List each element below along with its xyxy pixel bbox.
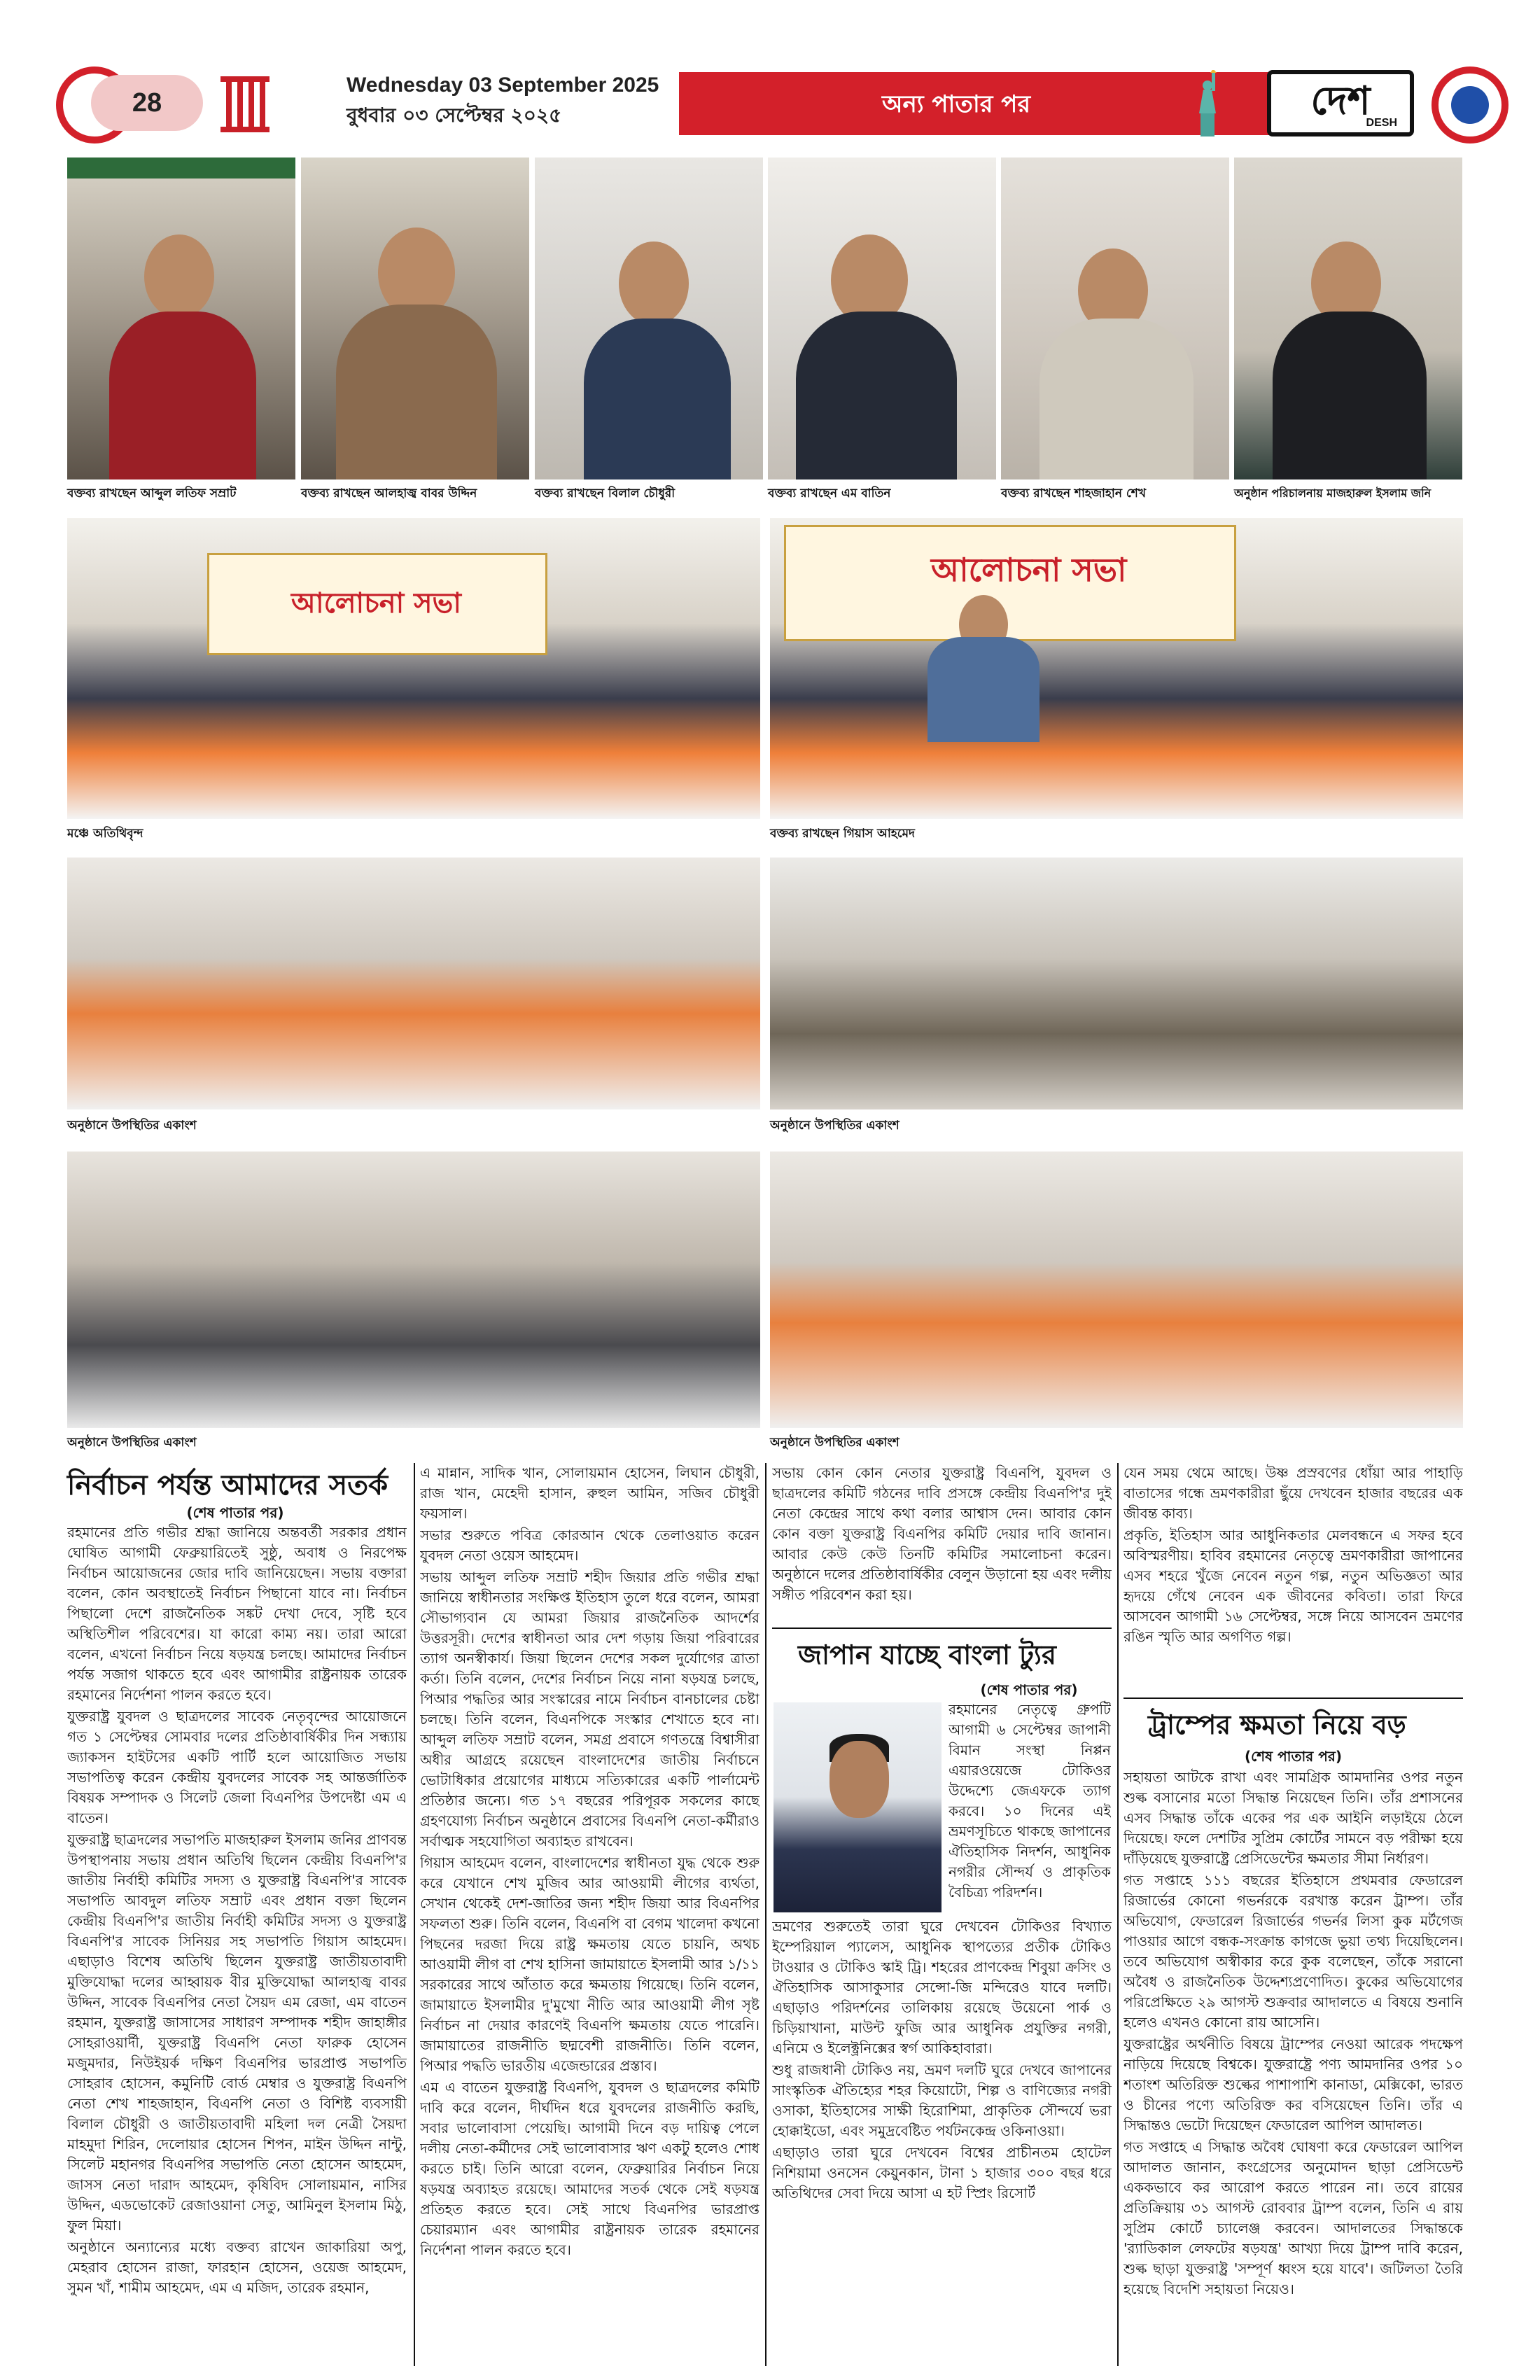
paragraph: যুক্তরাষ্ট্রের অর্থনীতি বিষয়ে ট্রাম্পের নেওয়া আরেক পদক্ষেপ নাড়িয়ে দিয়েছে বিশ্বকে। যুক্তরাষ্ট্রে পণ্য আমদানির ওপর ১০ শতাংশ অতিরিক্ত শুল্কের পাশাপাশি কানাডা, মেক্সিকো, ভারত ও চীনের পণ্যে অতিরিক্ত কর বসিয়েছেন তিনি। তাঁর এ সিদ্ধান্তও ভেটো দিয়েছেন ফেডারেল আপিল আদালত।: [1124, 2036, 1463, 2134]
photo-speaker-4: [768, 158, 996, 479]
pillar-icon: [220, 76, 270, 132]
paragraph: যেন সময় থেমে আছে। উষ্ণ প্রস্রবণের ধোঁয়া আর পাহাড়ি বাতাসের গন্ধে ভ্রমণকারীরা ছুঁয়ে দেখবেন হাজার বছরের এক জীবন্ত কাব্য।: [1124, 1464, 1463, 1522]
paragraph: যুক্তরাষ্ট্র ছাত্রদলের সভাপতি মাজহারুল ইসলাম জনির প্রাণবন্ত উপস্থাপনায় সভায় প্রধান অতিথি ছিলেন কেন্দ্রীয় বিএনপি'র জাতীয় নির্বাহী কমিটির সদস্য ও যুক্তরাষ্ট্র বিএনপি'র সাবেক সভাপতি আবদুল লতিফ সম্রাট এবং প্রধান বক্তা ছিলেন কেন্দ্রীয় বিএনপি'র জাতীয় নির্বাহী কমিটির সদস্য ও যুক্তরাষ্ট্র বিএনপি'র সাবেক সিনিয়র সহ সভাপতি গিয়াস আহমেদ। এছাড়াও বিশেষ অতিথি ছিলেন যুক্তরাষ্ট্র জাতীয়তাবাদী মুক্তিযোদ্ধা দলের আহ্বায়ক বীর মুক্তিযোদ্ধা আলহাজ্ব বাবর উদ্দিন, সাবেক বিএনপির নেতা সৈয়দ এম রেজা, এম বাতেন রহমান, যুক্তরাষ্ট্র জাসাসের সাধারণ সম্পাদক শহীদ জাহাঙ্গীর সোহরাওয়ার্দী, যুক্তরাষ্ট্র বিএনপি নেতা ফারুক হোসেন মজুমদার, নিউইয়র্ক দক্ষিণ বিএনপির ভারপ্রাপ্ত সভাপতি সোহরাব হোসেন, কমুনিটি বোর্ড মেম্বার ও যুক্তরাষ্ট্র বিএনপি নেতা শেখ শাহজাহান, বিএনপি নেতা ও বিশিষ্ট ব্যবসায়ী বিলাল চৌধুরী ও জাতীয়তাবাদী মহিলা দল নেত্রী সৈয়দা মাহমুদা শিরিন, দেলোয়ার হোসেন শিপন, মাইন উদ্দিন নান্টু, সিলেট মহানগর বিএনপির সভাপতি নেতা হোসেন আহমেদ, জাসস নেতা দারাদ আহমেদ, কৃষিবিদ সোলায়মান, নাসির উদ্দিন, এডভোকেট রেজাওয়ানা সেতু, আমিনুল ইসলাম মিঠু, ফুল মিয়া।: [67, 1831, 407, 2234]
paragraph: সভায় আব্দুল লতিফ সম্রাট শহীদ জিয়ার প্রতি গভীর শ্রদ্ধা জানিয়ে স্বাধীনতার সংক্ষিপ্ত ইতিহাস তুলে ধরে বলেন, আমরা সৌভাগ্যবান যে আমরা জিয়ার রাজনৈতিক আদর্শের উত্তরসূরী। দেশের স্বাধীনতা আর দেশ গড়ায় জিয়া পরিবারের ত্যাগ অনস্বীকার্য। জিয়া ছিলেন দেশের সকল দুর্যোগের ত্রাতা কর্তা। তিনি বলেন, দেশের নির্বাচন নিয়ে নানা ষড়যন্ত্র চলছে, পিআর পদ্ধতির আর সংস্কারের নামে নির্বাচন বানচালের চেষ্টা চলছে। তিনি বলেন, বিএনপিকে সংস্কার শেখাতে হবে না। আব্দুল লতিফ সম্রাট বলেন, সমগ্র প্রবাসে গণতন্ত্রে বিশ্বাসীরা অধীর আগ্রহে রয়েছেন বাংলাদেশের জাতীয় নির্বাচনে ভোটাধিকার প্রয়োগের মাধ্যমে সত্যিকারের একটি পার্লামেন্ট প্রতিষ্ঠার জন্যে। গত ১৭ বছরের পরিপূরক সকলের কাছে গ্রহণযোগ্য নির্বাচন অনুষ্ঠানে প্রবাসের বিএনপি নেতা-কর্মীরাও সর্বাত্মক সহযোগিতা অব্যাহত রাখবেন।: [420, 1569, 760, 1849]
photo-giyas-speaking: [770, 518, 1463, 819]
headline-election-alert: নির্বাচন পর্যন্ত আমাদের সতর্ক: [67, 1469, 388, 1502]
caption-speaker-5: বক্তব্য রাখছেন শাহজাহান শেখ: [1001, 486, 1147, 500]
headline-japan-tour: জাপান যাচ্ছে বাংলা ট্যুর: [798, 1639, 1056, 1670]
caption-speaker-1: বক্তব্য রাখছেন আব্দুল লতিফ সম্রাট: [67, 486, 237, 500]
banner-title-2: আলোচনা সভা: [931, 551, 1127, 589]
paragraph: সভার শুরুতে পবিত্র কোরআন থেকে তেলাওয়াত করেন যুবদল নেতা ওয়েস আহমেদ।: [420, 1527, 760, 1564]
photo-audience-4: [770, 1152, 1463, 1428]
issue-date: [346, 74, 682, 133]
masthead: [63, 66, 1484, 144]
paragraph: সভায় কোন কোন নেতার যুক্তরাষ্ট্র বিএনপি, যুবদল ও ছাত্রদলের কমিটি গঠনের দাবি প্রসঙ্গে কেন্দ্রীয় বিএনপি'র দুই নেতা কেন্দ্রের সাথে কথা বলার আশ্বাস দেন। আবার কোন কোন বক্তা যুক্তরাষ্ট্র বিএনপির কমিটি দেয়ার দাবি জানান। আবার কেউ কেউ তিনটি কমিটির সমালোচনা করেন। অনুষ্ঠানে দলের প্রতিষ্ঠাবার্ষিকীর বেলুন উড়ানো হয় এবং দলীয় সঙ্গীত পরিবেশন করা হয়।: [772, 1464, 1112, 1603]
continued-label-3: (শেষ পাতার পর): [1245, 1748, 1342, 1765]
photo-audience-1: [67, 858, 760, 1110]
paragraph: এ মান্নান, সাদিক খান, সোলায়মান হোসেন, লিঘান চৌধুরী, রাজ খান, মেহেদী হাসান, রুহুল আমিন, সজিব চৌধুরী ফয়সাল।: [420, 1464, 760, 1522]
statue-of-liberty-icon: [1180, 70, 1236, 136]
paragraph: গত সপ্তাহে ১১১ বছরের ইতিহাসে প্রথমবার ফেডারেল রিজার্ভের কোনো গভর্নরকে বরখাস্ত করেন ট্রাম্প। তাঁর অভিযোগ, ফেডারেল রিজার্ভের গভর্নর লিসা কুক মর্টগেজ পাওয়ার আগে বন্ধক-সংক্রান্ত কাগজে ভুয়া তথ্য দিয়েছিলেন। তবে অভিযোগ অস্বীকার করে কুক বলেছেন, তাঁকে সরানো অবৈধ ও রাজনৈতিক উদ্দেশ্যপ্রণোদিত। কুকের অভিযোগের পরিপ্রেক্ষিতে ২৯ আগস্ট শুক্রবার আদালতে এ বিষয়ে শুনানি হলেও এখনও কোনো রায় আসেনি।: [1124, 1872, 1463, 2031]
paragraph: শুধু রাজধানী টোকিও নয়, ভ্রমণ দলটি ঘুরে দেখবে জাপানের সাংস্কৃতিক ঐতিহ্যের শহর কিয়োটো, শিল্প ও বাণিজ্যের নগরী ওসাকা, ইতিহাসের সাক্ষী হিরোশিমা, প্রাকৃতিক সৌন্দর্যে ভরা হোক্কাইডো, এবং সমুদ্রবেষ্টিত পর্যটনকেন্দ্র ওকিনাওয়া।: [772, 2062, 1112, 2139]
paragraph: অনুষ্ঠানে অন্যান্যের মধ্যে বক্তব্য রাখেন জাকারিয়া অপু, মেহরাব হোসেন রাজা, ফারহান হোসেন, ওয়েজ আহমেদ, সুমন খাঁ, শামীম আহমেদ, এম এ মজিদ, তারেক রহমান,: [67, 2239, 407, 2296]
caption-speaker-4: বক্তব্য রাখছেন এম বাতিন: [768, 486, 891, 500]
caption-audience-1: অনুষ্ঠানে উপস্থিতির একাংশ: [67, 1119, 197, 1133]
article3-body: [1124, 1768, 1463, 2362]
photo-speaker-1: [67, 158, 295, 479]
caption-audience-3: অনুষ্ঠানে উপস্থিতির একাংশ: [67, 1436, 197, 1450]
page-number: 28: [91, 75, 203, 131]
continued-label-1: (শেষ পাতার পর): [186, 1504, 284, 1521]
article1-column-1: [67, 1522, 407, 2362]
paragraph: প্রকৃতি, ইতিহাস আর আধুনিকতার মেলবন্ধনে এ সফর হবে অবিস্মরণীয়। হাবিব রহমানের নেতৃত্বে ভ্রমণকারীরা জাপানের এসব শহরে খুঁজে নেবেন নতুন গল্প, নতুন অভিজ্ঞতা আর হৃদয়ে গেঁথে নেবেন এক জীবনের কবিতা। তারা ফিরে আসবেন আগামী ১৬ সেপ্টেম্বর, সঙ্গে নিয়ে আসবেন ভ্রমণের রঙিন স্মৃতি আর অগণিত গল্প।: [1124, 1527, 1463, 1645]
caption-speaker-2: বক্তব্য রাখছেন আলহাজ্ব বাবর উদ্দিন: [301, 486, 477, 500]
paragraph: রহমানের প্রতি গভীর শ্রদ্ধা জানিয়ে অন্তবর্তী সরকার প্রধান ঘোষিত আগামী ফেব্রুয়ারিতেই সুষ্ঠু, অবাধ ও নিরপেক্ষ নির্বাচন আয়োজনের জোর দাবি জানিয়েছেন। সভায় বক্তারা বলেন, কোন অবস্থাতেই নির্বাচন পিছানো যাবে না। নির্বাচন পিছালো দেশে রাজনৈতিক সঙ্কট দেখা দেবে, সৃষ্টি হবে অস্থিতিশীল পরিবেশের। যা কারো কাম্য নয়। তারা আরো বলেন, এখনো নির্বাচন নিয়ে ষড়যন্ত্র চলছে। আমাদের নির্বাচন পর্যন্ত সজাগ থাকতে হবে এবং আগামীর রাষ্ট্রনায়ক তারেক রহমানের নির্দেশনা পালন করতে হবে।: [67, 1524, 407, 1703]
date-english: Wednesday 03 September 2025: [346, 74, 659, 97]
caption-audience-4: অনুষ্ঠানে উপস্থিতির একাংশ: [770, 1436, 899, 1450]
article1-column-2: [420, 1463, 760, 2362]
caption-stage-guests: মঞ্চে অতিথিবৃন্দ: [67, 827, 144, 841]
article1-column-3: [772, 1463, 1112, 1624]
caption-speaker-3: বক্তব্য রাখছেন বিলাল চৌধুরী: [535, 486, 676, 500]
logo-english: DESH: [1366, 117, 1397, 129]
desh-logo: [1267, 70, 1414, 136]
photo-audience-2: [770, 858, 1463, 1110]
column-divider: [765, 1463, 766, 2366]
continued-label-2: (শেষ পাতার পর): [980, 1681, 1078, 1698]
column-divider: [414, 1463, 415, 2366]
column-divider: [1117, 1463, 1119, 2366]
caption-speaker-6: অনুষ্ঠান পরিচালনায় মাজহারুল ইসলাম জনি: [1234, 486, 1432, 500]
photo-speaker-5: [1001, 158, 1229, 479]
banner-title: আলোচনা সভা: [291, 587, 461, 620]
section-title: অন্য পাতার পর: [882, 90, 1031, 118]
photo-speaker-3: [535, 158, 763, 479]
decorative-circle-right: [1432, 66, 1508, 144]
date-bangla: বুধবার ০৩ সেপ্টেম্বর ২০২৫: [346, 104, 562, 127]
photo-stage-guests: [67, 518, 760, 819]
article2-beside-photo: রহমানের নেতৃত্বে গ্রুপটি আগামী ৬ সেপ্টেম্বর জাপানী বিমান সংস্থা নিপ্পন এয়ারওয়েজে টোকিওর উদ্দেশ্যে জেএফকে ত্যাগ করবে। ১০ দিনের এই ভ্রমণসূচিতে থাকছে জাপানের ঐতিহাসিক নিদর্শন, আধুনিক নগরীর সৌন্দর্য ও প্রাকৃতিক বৈচিত্র্য পরিদর্শন।: [948, 1701, 1111, 1900]
photo-audience-3: [67, 1152, 760, 1428]
article2-body: [772, 1917, 1112, 2365]
paragraph: এছাড়াও তারা ঘুরে দেখবেন বিশ্বের প্রাচীনতম হোটেল নিশিয়ামা ওনসেন কেয়ুনকান, টানা ১ হাজার ৩০০ বছর ধরে অতিথিদের সেবা দিয়ে আসা এ হট স্প্রিং রিসোর্ট: [772, 2144, 1112, 2202]
photo-speaker-6: [1234, 158, 1462, 479]
photo-speaker-2: [301, 158, 529, 479]
paragraph: গত সপ্তাহে এ সিদ্ধান্ত অবৈধ ঘোষণা করে ফেডারেল আপিল আদালত জানান, কংগ্রেসের অনুমোদন ছাড়া প্রেসিডেন্ট এককভাবে কর আরোপ করতে পারেন না। তবে রায়ের প্রতিক্রিয়ায় ৩১ আগস্ট রোববার ট্রাম্প বলেন, তিনি এ রায় সুপ্রিম কোর্টে চ্যালেঞ্জ করবেন। আদালতের সিদ্ধান্তকে 'র‍্যাডিকাল লেফটের ষড়যন্ত্র' আখ্যা দিয়ে ট্রাম্প দাবি করেন, শুল্ক ছাড়া যুক্তরাষ্ট্র 'সম্পূর্ণ ধ্বংস হয়ে যাবে'। জটিলতা তৈরি হয়েছে বিদেশি সহায়তা নিয়েও।: [1124, 2138, 1463, 2297]
caption-giyas: বক্তব্য রাখছেন গিয়াস আহমেদ: [770, 827, 915, 841]
paragraph: ভ্রমণের শুরুতেই তারা ঘুরে দেখবেন টোকিওর বিখ্যাত ইম্পেরিয়াল প্যালেস, আধুনিক স্থাপত্যের প্রতীক টোকিও টাওয়ার ও টোকিও স্কাই ট্রি। শহরের প্রাণকেন্দ্র শিবুয়া ক্রসিং ও ঐতিহাসিক আসাকুসার সেন্সো-জি মন্দিরেও যাবে দলটি। এছাড়াও পরিদর্শনের তালিকায় রয়েছে উয়েনো পার্ক ও চিড়িয়াখানা, মাউন্ট ফুজি আর আধুনিক প্রযুক্তির নগরী, এনিমে ও ইলেক্ট্রনিক্সের স্বর্গ আকিহাবারা।: [772, 1918, 1112, 2057]
paragraph: সহায়তা আটকে রাখা এবং সামগ্রিক আমদানির ওপর নতুন শুল্ক বসানোর মতো সিদ্ধান্ত নিয়েছেন তিনি। তাঁর প্রশাসনের এসব সিদ্ধান্ত তাঁকে একের পর এক আইনি লড়াইয়ে ঠেলে দিয়েছে। ফলে দেশটির সুপ্রিম কোর্টের সামনে বড় পরীক্ষা হয়ে দাঁড়িয়েছে যুক্তরাষ্ট্রে প্রেসিডেন্টের ক্ষমতার সীমা নির্ধারণ।: [1124, 1769, 1463, 1867]
section-divider: [772, 1628, 1112, 1629]
section-divider: [1124, 1698, 1463, 1699]
photo-portrait: [774, 1702, 941, 1912]
paragraph: এম এ বাতেন যুক্তরাষ্ট্র বিএনপি, যুবদল ও ছাত্রদলের কমিটি দাবি করে বলেন, দীর্ঘদিন ধরে যুবদলের রাজনীতি করছি, সবার ভালোবাসা পেয়েছি। আগামী দিনে বড় দায়িত্ব পেলে দলীয় নেতা-কর্মীদের সেই ভালোবাসার ঋণ একটু হলেও শোধ করতে চাই। তিনি আরো বলেন, ফেব্রুয়ারির নির্বাচন নিয়ে ষড়যন্ত্র অব্যাহত রয়েছে। আমাদের সতর্ক থেকে সেই ষড়যন্ত্র প্রতিহত করতে হবে। সেই সাথে বিএনপির ভারপ্রাপ্ত চেয়ারম্যান এবং আগামীর রাষ্ট্রনায়ক তারেক রহমানের নির্দেশনা পালন করতে হবে।: [420, 2079, 760, 2258]
headline-trump-power: ট্রাম্পের ক্ষমতা নিয়ে বড়: [1148, 1709, 1406, 1740]
paragraph: গিয়াস আহমেদ বলেন, বাংলাদেশের স্বাধীনতা যুদ্ধ থেকে শুরু করে যেখানে শেখ মুজিব আর আওয়ামী লীগের ব্যর্থতা, সেখান থেকেই দেশ-জাতির জন্য শহীদ জিয়া আর বিএনপির সফলতা শুরু। তিনি বলেন, বিএনপি বা বেগম খালেদা কখনো পিছনের দরজা দিয়ে রাষ্ট্র ক্ষমতায় যেতে চায়নি, অথচ আওয়ামী লীগ বা শেখ হাসিনা জামায়াতে ইসলামী আর ১/১১ সরকারের সাথে আঁতাত করে ক্ষমতায় গিয়েছে। তিনি বলেন, জামায়াতে ইসলামীর দু'মুখো নীতি আর আওয়ামী লীগ সৃষ্ট নির্বাচন না দেয়ার কারণেই বিএনপি ক্ষমতায় যেতে পারেনি। জামায়াতের রাজনীতি ছদ্মবেশী রাজনীতি। তিনি বলেন, পিআর পদ্ধতি ভারতীয় এজেন্ডারের প্রস্তাব।: [420, 1854, 760, 2074]
article2-continuation: [1124, 1463, 1463, 1694]
caption-audience-2: অনুষ্ঠানে উপস্থিতির একাংশ: [770, 1119, 899, 1133]
paragraph: যুক্তরাষ্ট্র যুবদল ও ছাত্রদলের সাবেক নেতৃবৃন্দের আয়োজনে গত ১ সেপ্টেম্বর সোমবার দলের প্রতিষ্ঠাবার্ষিকীর দিন সন্ধ্যায় জ্যাকসন হাইটসের একটি পার্টি হলে আয়োজিত সভায় সভাপতিত্ব করেন কেন্দ্রীয় যুবদলের সাবেক সহ আন্তর্জাতিক বিষয়ক সম্পাদক ও সিলেট জেলা বিএনপির উপদেষ্টা এম এ বাতেন।: [67, 1708, 407, 1826]
logo-bangla: দেশ: [1310, 77, 1371, 124]
